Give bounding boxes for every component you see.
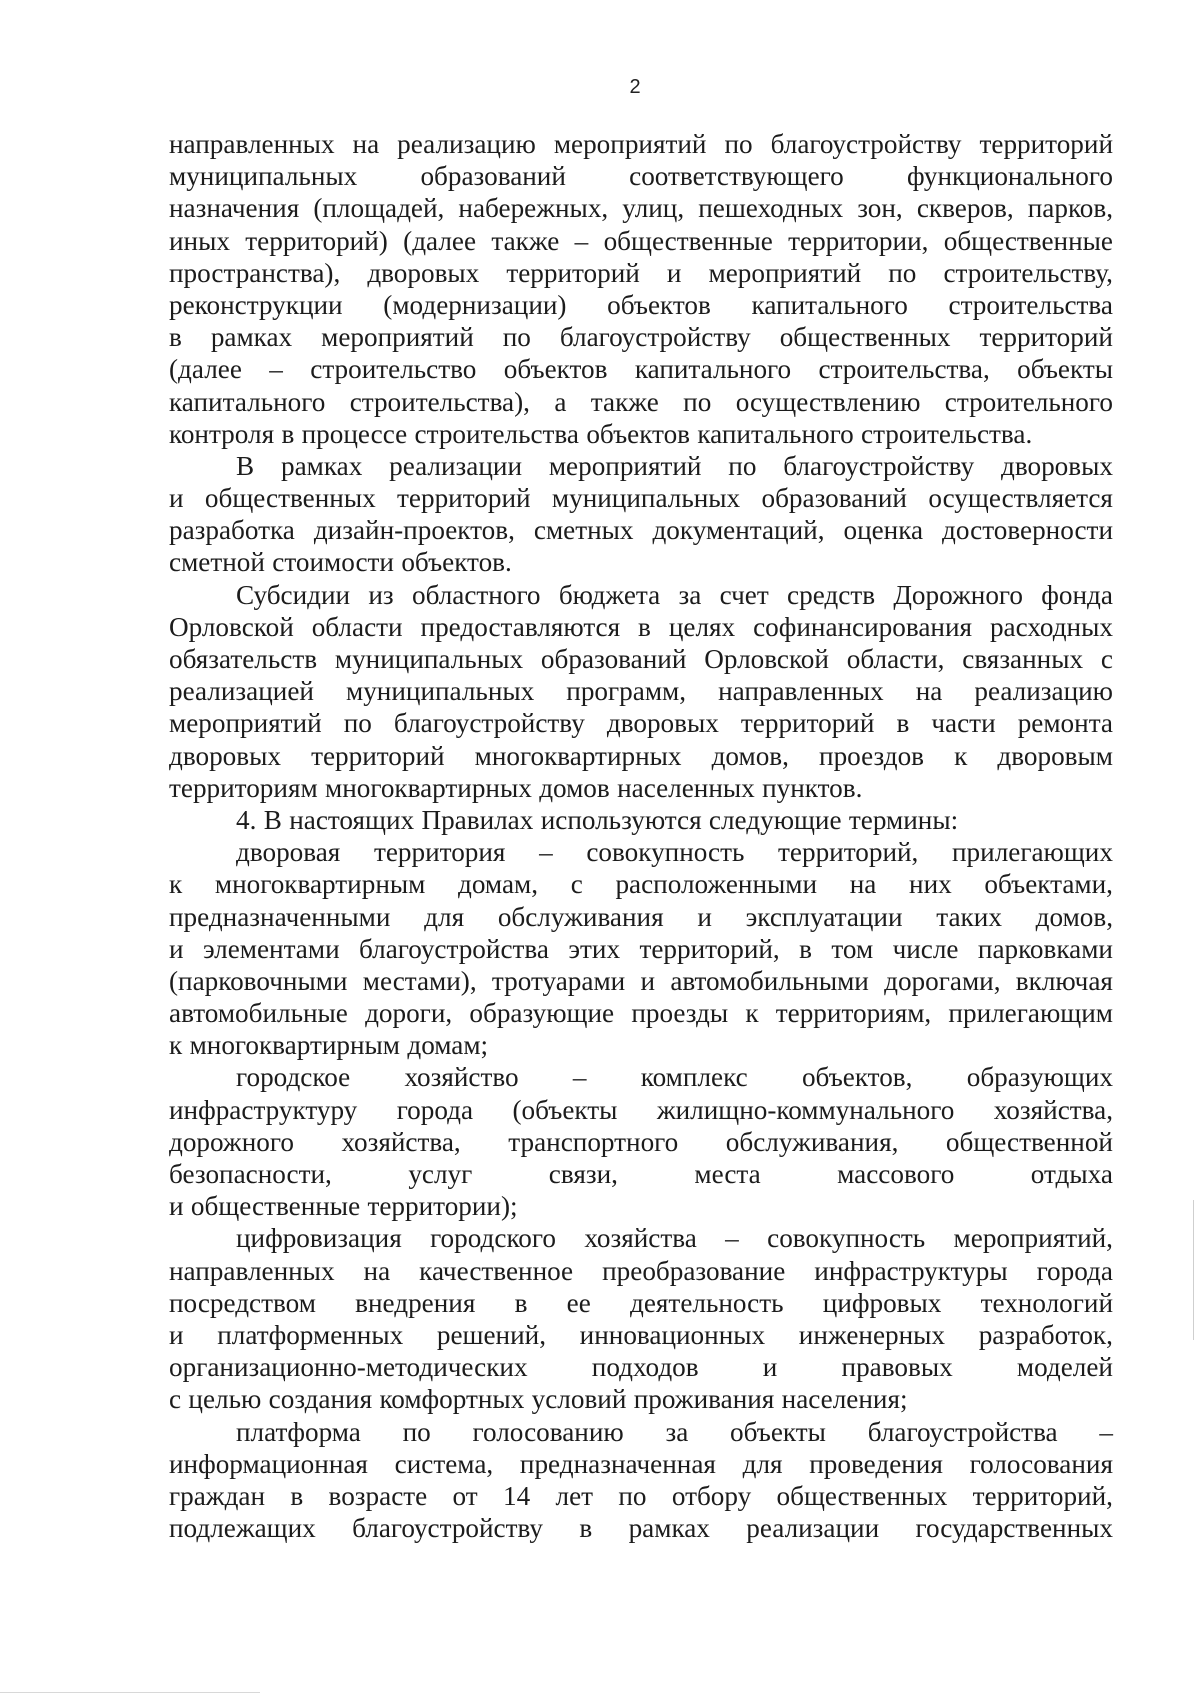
page-number: 2 [629,76,641,98]
text-line: граждан в возрасте от 14 лет по отбору общественных территорий, [169,1480,1113,1511]
text-line: разработка дизайн-проектов, сметных документаций, оценка достоверности [169,515,1113,546]
text-line: В рамках реализации мероприятий по благоустройству дворовых [236,450,1113,481]
text-line: назначения (площадей, набережных, улиц, пешеходных зон, скверов, парков, [169,193,1113,224]
text-line: пространства), дворовых территорий и мероприятий по строительству, [169,257,1113,288]
text-line: автомобильные дороги, образующие проезды к территориям, прилегающим [169,998,1113,1029]
text-line: реализацией муниципальных программ, направленных на реализацию [169,676,1113,707]
text-line: и общественных территорий муниципальных образований осуществляется [169,483,1113,514]
text-line: территориям многоквартирных домов населенных пунктов. [169,772,863,803]
text-line: направленных на качественное преобразование инфраструктуры города [169,1255,1113,1286]
text-line: цифровизация городского хозяйства – совокупность мероприятий, [236,1223,1113,1254]
text-line: безопасности, услуг связи, места массового отдыха [169,1159,1113,1189]
text-line: к многоквартирным домам; [169,1030,489,1061]
text-line: к многоквартирным домам, с расположенными на них объектами, [169,869,1113,900]
text-line: дворовая территория – совокупность территорий, прилегающих [236,837,1113,868]
text-line: организационно-методических подходов и правовых моделей [169,1352,1113,1383]
text-line: капитального строительства), а также по осуществлению строительного [169,386,1113,417]
text-line: информационная система, предназначенная для проведения голосования [169,1448,1113,1479]
text-line: контроля в процессе строительства объектов капитального строительства. [169,418,1033,449]
text-line: платформа по голосованию за объекты благоустройства – [236,1416,1113,1447]
text-line: с целью создания комфортных условий проживания населения; [169,1384,908,1415]
text-line: и платформенных решений, инновационных инженерных разработок, [169,1319,1113,1350]
text-line: реконструкции (модернизации) объектов капитального строительства [169,289,1113,320]
text-line: подлежащих благоустройству в рамках реализации государственных [169,1513,1113,1544]
text-line: дорожного хозяйства, транспортного обслуживания, общественной [169,1126,1113,1157]
text-line: мероприятий по благоустройству дворовых территорий в части ремонта [169,708,1113,739]
text-line: (далее – строительство объектов капитального строительства, объекты [169,354,1113,385]
text-line: направленных на реализацию мероприятий по благоустройству территорий [169,129,1113,159]
text-line: дворовых территорий многоквартирных домов, проездов к дворовым [169,740,1113,771]
text-line: обязательств муниципальных образований Орловской области, связанных с [169,644,1113,674]
text-line: иных территорий) (далее также – общественные территории, общественные [169,225,1113,256]
text-line: посредством внедрения в ее деятельность цифровых технологий [169,1287,1113,1318]
scan-artifact [1193,1200,1194,1340]
text-line: 4. В настоящих Правилах используются следующие термины: [236,804,959,835]
document-body [169,128,1113,1544]
text-line: городское хозяйство – комплекс объектов, образующих [236,1062,1113,1093]
text-line: муниципальных образований соответствующего функционального [169,161,1113,192]
scan-artifact [0,1692,260,1693]
text-line: сметной стоимости объектов. [169,547,512,578]
text-line: Субсидии из областного бюджета за счет средств Дорожного фонда [236,579,1113,610]
text-line: предназначенными для обслуживания и эксплуатации таких домов, [169,901,1113,932]
text-line: и элементами благоустройства этих территорий, в том числе парковками [169,933,1113,964]
text-line: и общественные территории); [169,1191,518,1222]
text-line: Орловской области предоставляются в целях софинансирования расходных [169,611,1113,642]
text-line: в рамках мероприятий по благоустройству общественных территорий [169,322,1113,353]
text-line: (парковочными местами), тротуарами и автомобильными дорогами, включая [169,965,1113,996]
text-line: инфраструктуру города (объекты жилищно-коммунального хозяйства, [169,1094,1113,1125]
